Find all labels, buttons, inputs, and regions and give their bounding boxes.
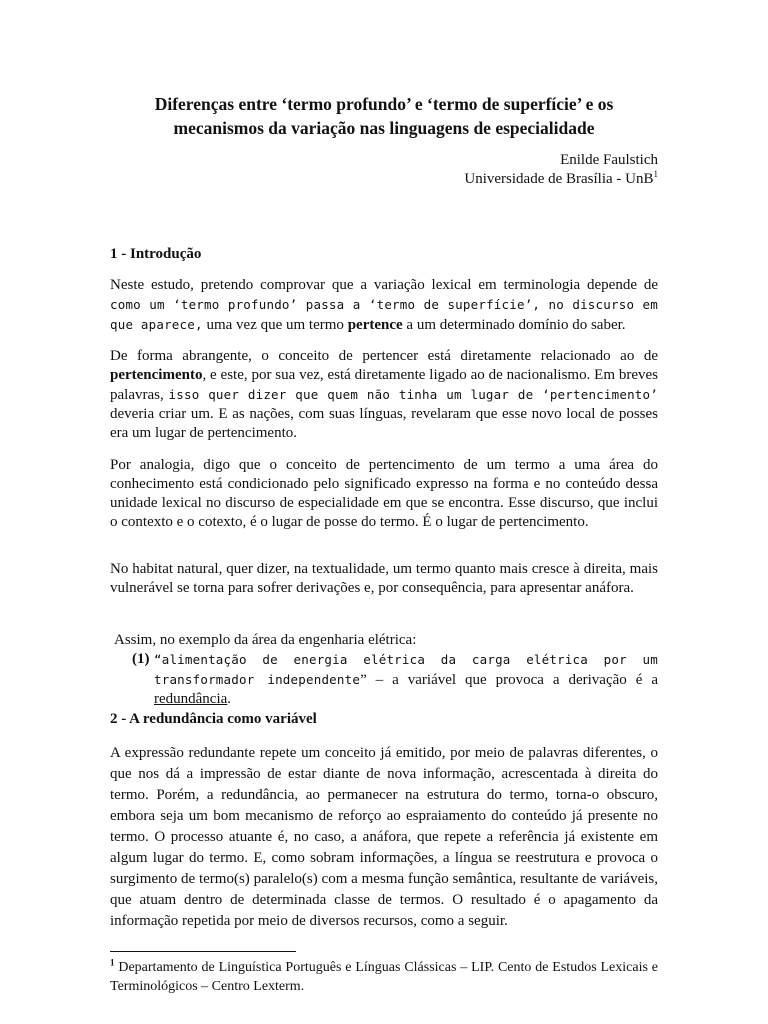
footnote-mark: 1 bbox=[110, 957, 115, 968]
affiliation-text: Universidade de Brasília - UnB bbox=[464, 171, 654, 187]
p1-mono-text: como um ‘termo profundo’ passa a ‘termo de superfície’, no discurso em que aparece, bbox=[110, 297, 658, 332]
author-block bbox=[464, 151, 658, 189]
title-line-2: mecanismos da variação nas linguagens de especialidade bbox=[173, 118, 595, 138]
intro-paragraph-4: No habitat natural, quer dizer, na textualidade, um termo quanto mais cresce à direita, mais vulnerável se torna para sofrer derivações e, por consequência, para apresentar anáfora. bbox=[110, 561, 658, 596]
p1-text-c: a um determinado domínio do saber. bbox=[402, 317, 626, 333]
example-text-a: ” – a variável que provoca a derivação é a bbox=[360, 672, 658, 688]
example-mono-text: “alimentação de energia elétrica da carga elétrica por um transformador independente bbox=[154, 652, 658, 687]
footnote-text: Departamento de Linguística Português e Línguas Clássicas – LIP. Cento de Estudos Lexicais e Terminológicos – Centro Lexterm. bbox=[110, 960, 658, 994]
p1-text-a: Neste estudo, pretendo comprovar que a variação lexical em terminologia depende de bbox=[110, 277, 658, 293]
footnote-ref[interactable]: 1 bbox=[653, 169, 658, 179]
p2-bold-term: pertencimento bbox=[110, 367, 203, 383]
example-underlined-term: redundância bbox=[154, 691, 228, 707]
author-name: Enilde Faulstich bbox=[560, 152, 658, 168]
section-1-heading: 1 - Introdução bbox=[110, 246, 202, 262]
p2-mono-text: isso quer dizer que quem não tinha um lugar de ‘pertencimento’ bbox=[168, 387, 658, 402]
footnote-1 bbox=[110, 958, 658, 996]
section-2-heading: 2 - A redundância como variável bbox=[110, 711, 317, 727]
intro-paragraph-3: Por analogia, digo que o conceito de pertencimento de um termo a uma área do conhecimento está condicionado pelo significado expresso na forma e no conteúdo dessa unidade lexical no discurso de especialidade em que se encontra. Esse discurso, que inclui o contexto e o cotexto, é o lugar de posse do termo. É o lugar de pertencimento. bbox=[110, 457, 658, 530]
p1-bold-term: pertence bbox=[347, 317, 403, 333]
section-2-paragraph-1: A expressão redundante repete um conceito já emitido, por meio de palavras diferentes, o que nos dá a impressão de estar diante de nova informação, acrescentada à direita do termo. Porém, a redundância, ao permanecer na estrutura do termo, torna-o obscuro, embora seja um bom mecanismo de reforço ao espraiamento do conteúdo já presente no termo. O processo atuante é, no caso, a anáfora, que repete a referência já existente em algum lugar do termo. E, como sobram informações, a língua se reestrutura e provoca o surgimento de termo(s) paralelo(s) com a mesma função semântica, resultante de variáveis, que atuam dentro de determinada classe de termos. O resultado é o apagamento da informação repetida por meio de diversos recursos, como a seguir. bbox=[110, 745, 658, 929]
title-line-1: Diferenças entre ‘termo profundo’ e ‘termo de superfície’ e os bbox=[154, 94, 614, 114]
example-number: (1) bbox=[132, 651, 150, 667]
author-affiliation bbox=[464, 170, 658, 189]
p2-text-a: De forma abrangente, o conceito de pertencer está diretamente relacionado ao de bbox=[110, 348, 658, 364]
example-intro: Assim, no exemplo da área da engenharia elétrica: bbox=[114, 632, 417, 648]
section-2-body bbox=[110, 743, 658, 932]
example-text bbox=[154, 650, 658, 709]
p2-text-c: deveria criar um. E as nações, com suas línguas, revelaram que esse novo local de posses era um lugar de pertencimento. bbox=[110, 406, 658, 441]
example-text-end: . bbox=[227, 691, 232, 707]
document-title bbox=[100, 92, 668, 140]
example-1 bbox=[132, 650, 658, 709]
p2-text-b: , e este, por sua vez, está diretamente ligado ao de nacionalismo. Em breves palavras, bbox=[110, 367, 658, 403]
footnote-divider bbox=[110, 951, 296, 952]
intro-paragraph-2 bbox=[110, 347, 658, 443]
p1-text-b: uma vez que um termo bbox=[202, 317, 348, 333]
intro-paragraph-1 bbox=[110, 276, 658, 335]
